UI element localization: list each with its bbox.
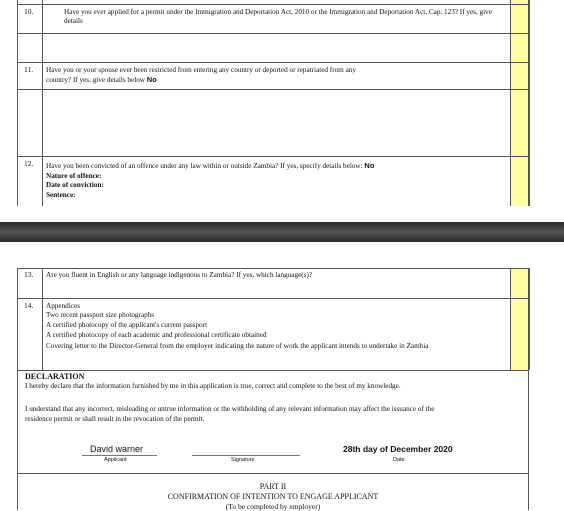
- q14-number: 14.: [24, 301, 34, 310]
- q11-number: 11.: [24, 65, 34, 74]
- q14-item-3: A certified photocopy of each academic and professional certificate obtained: [46, 331, 267, 339]
- answer-column-top: [510, 0, 530, 206]
- part2-label: PART II: [259, 482, 287, 491]
- q11-text-line1: Have you or your spouse ever been restricted from entering any country or deported or repatriated from any: [46, 66, 356, 74]
- applicant-label: Applicant: [104, 457, 127, 463]
- q14-title: Appendices: [46, 302, 80, 310]
- q12-sentence-label: Sentence:: [46, 191, 76, 199]
- form-page-bottom: [0, 242, 564, 510]
- q14-item-1: Two recent passport size photographs: [46, 311, 155, 319]
- date-value[interactable]: 28th day of December 2020: [343, 444, 453, 454]
- declaration-para2-line1: I understand that any incorrect, misleading or untrue information or the withholding of any relevant information may affect the issuance of the: [25, 405, 435, 413]
- date-label: Date: [393, 457, 405, 463]
- page-separator: [0, 206, 564, 216]
- q14-item-2: A certified photocopy of the applicant's current passport: [46, 321, 208, 329]
- q11-text-line2: country? If yes, give details below: [46, 76, 145, 84]
- q12-text: Have you been convicted of an offence under any law within or outside Zambia? If yes, specify details below:: [46, 162, 363, 170]
- applicant-name[interactable]: David warner: [90, 444, 144, 454]
- q11-answer[interactable]: No: [146, 75, 157, 84]
- part2-subtitle: (To be completed by employer): [225, 502, 321, 511]
- q12-nature-label: Nature of offence:: [46, 172, 102, 180]
- q11-line2: [46, 75, 157, 85]
- page-gap-bar: [0, 222, 564, 242]
- declaration-heading: DECLARATION: [25, 372, 85, 381]
- q12-line: [46, 161, 374, 171]
- part2-title: CONFIRMATION OF INTENTION TO ENGAGE APPLICANT: [167, 492, 379, 501]
- q12-number: 12.: [24, 159, 34, 168]
- signature-label: Signature: [231, 457, 255, 463]
- q14-item-4: Covering letter to the Director-General from the employer indicating the nature of work the applicant intends to undertake in Zambia: [46, 342, 429, 350]
- form-page-top: [0, 0, 564, 222]
- declaration-para2-line2: residence permit or shall result in the revocation of the permit.: [25, 415, 205, 423]
- answer-column-bottom: [510, 268, 530, 370]
- q10-text: Have you ever applied for a permit under the Immigration and Deportation Act, 2010 or the Immigration and Deportation Act, Cap. 123? If yes, give details: [64, 8, 492, 25]
- q12-answer[interactable]: No: [364, 161, 375, 170]
- q13-text: Are you fluent in English or any language indigenous to Zambia? If yes, which language(s)?: [46, 271, 313, 279]
- q10-number: 10.: [24, 7, 34, 16]
- q13-number: 13.: [24, 270, 34, 279]
- q12-date-label: Date of conviction:: [46, 181, 104, 189]
- declaration-para1: I hereby declare that the information furnished by me in this application is true, correct and complete to the best of my knowledge.: [25, 382, 401, 390]
